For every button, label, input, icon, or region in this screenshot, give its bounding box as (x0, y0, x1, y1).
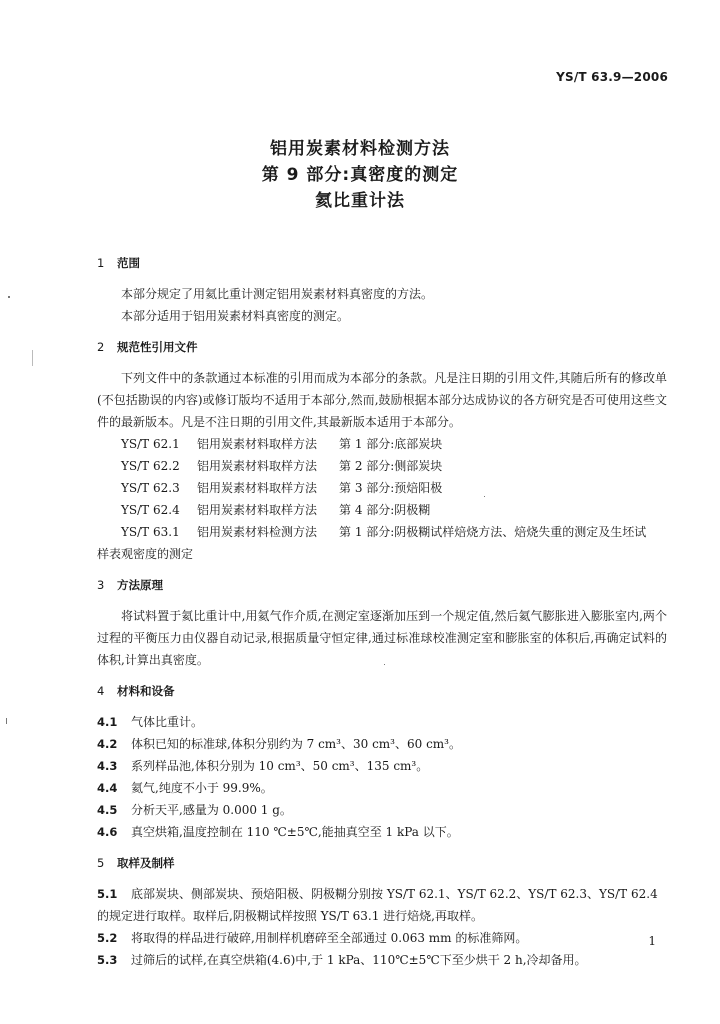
section-heading-materials (97, 680, 667, 702)
item-text: 氦气,纯度不小于 99.9%。 (131, 781, 273, 795)
reference-name: 铝用炭素材料取样方法 (197, 437, 318, 451)
section-heading-principle (97, 574, 667, 596)
item-text: 真空烘箱,温度控制在 110 ℃±5℃,能抽真空至 1 kPa 以下。 (131, 825, 459, 839)
scan-speck (384, 664, 385, 665)
list-item (97, 755, 667, 777)
reference-row (97, 477, 667, 499)
document-body (97, 252, 667, 971)
paragraph: 下列文件中的条款通过本标准的引用而成为本部分的条款。凡是注日期的引用文件,其随后所有的修改单(不包括勘误的内容)或修订版均不适用于本部分,然而,鼓励根据本部分达成协议的各方研究是否可使用这些文件的最新版本。凡是不注日期的引用文件,其最新版本适用于本部分。 (97, 371, 667, 429)
list-item (97, 711, 667, 733)
item-number: 5.1 (97, 887, 118, 901)
scan-speck (8, 296, 10, 298)
item-number: 5.2 (97, 931, 118, 945)
item-text: 体积已知的标准球,体积分别约为 7 cm³、30 cm³、60 cm³。 (131, 737, 461, 751)
section-number: 5 (97, 856, 105, 870)
list-item (97, 733, 667, 755)
item-text: 将取得的样品进行破碎,用制样机磨碎至全部通过 0.063 mm 的标准筛网。 (131, 931, 528, 945)
paragraph: 本部分规定了用氦比重计测定铝用炭素材料真密度的方法。 (121, 287, 434, 301)
reference-row (97, 433, 667, 455)
item-number: 4.3 (97, 759, 118, 773)
reference-code: YS/T 63.1 (121, 525, 180, 539)
list-item (97, 883, 667, 905)
document-title (0, 136, 720, 214)
list-item (97, 949, 667, 971)
title-line-2: 第 9 部分:真密度的测定 (261, 165, 459, 185)
reference-part: 第 4 部分:阴极糊 (339, 503, 431, 517)
paragraph: 本部分适用于铝用炭素材料真密度的测定。 (121, 309, 350, 323)
section-title: 规范性引用文件 (117, 340, 198, 354)
scan-speck (6, 718, 7, 724)
list-item (97, 927, 667, 949)
item-number: 4.4 (97, 781, 118, 795)
standard-code: YS/T 63.9—2006 (556, 70, 668, 84)
title-line-3: 氦比重计法 (315, 191, 405, 211)
item-number: 4.6 (97, 825, 118, 839)
item-text: 底部炭块、侧部炭块、预焙阳极、阴极糊分别按 YS/T 62.1、YS/T 62.2、YS/T 62.3、YS/T 62.4 (131, 887, 658, 901)
section-number: 2 (97, 340, 105, 354)
reference-continuation: 样表观密度的测定 (97, 547, 194, 561)
section-heading-sampling (97, 852, 667, 874)
reference-row (97, 455, 667, 477)
page-number: 1 (648, 934, 656, 948)
section-title: 方法原理 (117, 578, 163, 592)
reference-code: YS/T 62.4 (121, 503, 180, 517)
list-item (97, 777, 667, 799)
item-number: 4.2 (97, 737, 118, 751)
section-title: 范围 (117, 256, 140, 270)
item-number: 4.5 (97, 803, 118, 817)
item-text: 系列样品池,体积分别为 10 cm³、50 cm³、135 cm³。 (131, 759, 429, 773)
reference-part: 第 1 部分:阴极糊试样焙烧方法、焙烧失重的测定及生坯试 (339, 525, 647, 539)
reference-name: 铝用炭素材料取样方法 (197, 481, 318, 495)
reference-code: YS/T 62.1 (121, 437, 180, 451)
section-heading-normative-references (97, 336, 667, 358)
item-number: 4.1 (97, 715, 118, 729)
paragraph: 将试料置于氦比重计中,用氦气作介质,在测定室逐渐加压到一个规定值,然后氦气膨胀进入膨胀室内,两个过程的平衡压力由仪器自动记录,根据质量守恒定律,通过标准球校准测定室和膨胀室的体积后,再确定试料的体积,计算出真密度。 (97, 609, 667, 667)
section-title: 材料和设备 (117, 684, 175, 698)
section-number: 1 (97, 256, 105, 270)
reference-name: 铝用炭素材料检测方法 (197, 525, 318, 539)
reference-part: 第 2 部分:侧部炭块 (339, 459, 443, 473)
item-text: 气体比重计。 (131, 715, 204, 729)
item-continuation: 的规定进行取样。取样后,阴极糊试样按照 YS/T 63.1 进行焙烧,再取样。 (97, 909, 483, 923)
list-item (97, 821, 667, 843)
scan-speck (484, 496, 485, 497)
section-title: 取样及制样 (117, 856, 175, 870)
item-number: 5.3 (97, 953, 118, 967)
title-line-1: 铝用炭素材料检测方法 (270, 139, 450, 159)
reference-name: 铝用炭素材料取样方法 (197, 503, 318, 517)
reference-code: YS/T 62.3 (121, 481, 180, 495)
item-text: 分析天平,感量为 0.000 1 g。 (131, 803, 292, 817)
section-heading-scope (97, 252, 667, 274)
reference-row (97, 499, 667, 521)
reference-code: YS/T 62.2 (121, 459, 180, 473)
scan-speck (32, 350, 33, 366)
reference-name: 铝用炭素材料取样方法 (197, 459, 318, 473)
reference-row (97, 521, 667, 543)
reference-part: 第 3 部分:预焙阳极 (339, 481, 443, 495)
section-number: 3 (97, 578, 105, 592)
reference-part: 第 1 部分:底部炭块 (339, 437, 443, 451)
section-number: 4 (97, 684, 105, 698)
item-text: 过筛后的试样,在真空烘箱(4.6)中,于 1 kPa、110℃±5℃下至少烘干 2 h,冷却备用。 (131, 953, 587, 967)
list-item (97, 799, 667, 821)
